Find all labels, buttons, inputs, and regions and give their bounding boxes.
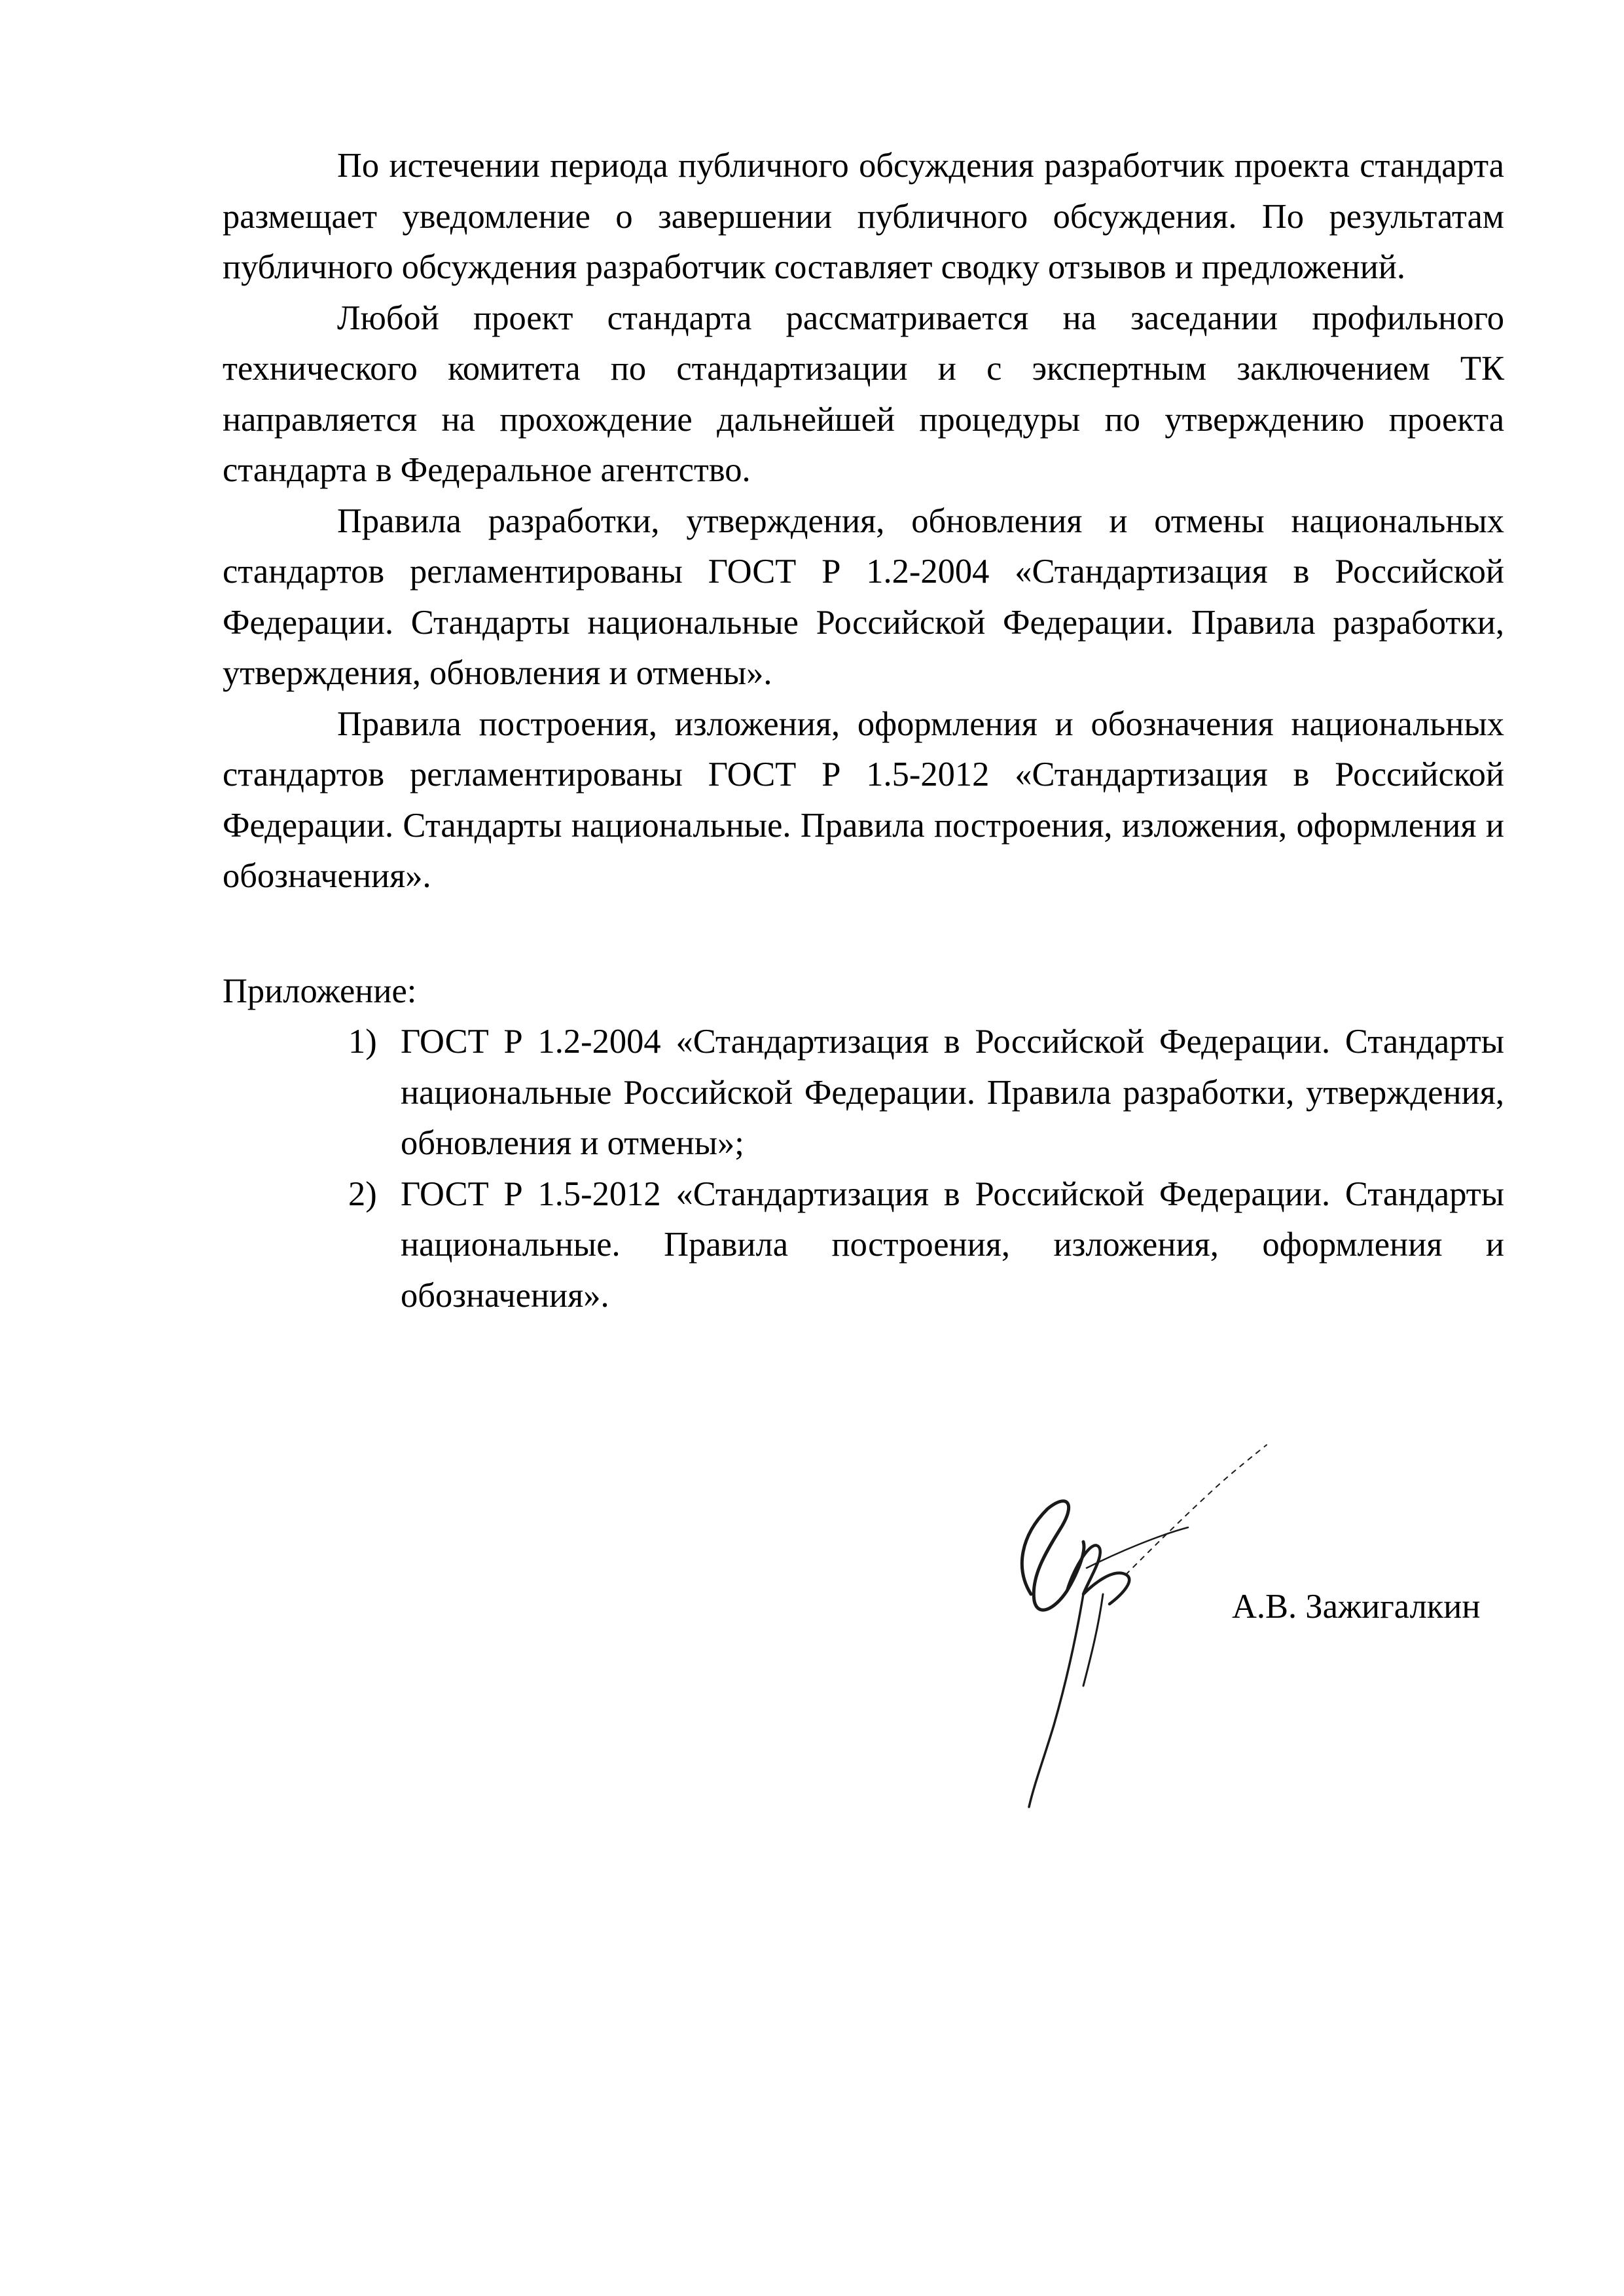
signature-stroke-tail: [1126, 1445, 1267, 1575]
signature-stroke-cross: [1087, 1527, 1188, 1568]
handwritten-signature: [969, 1437, 1283, 1830]
annex-item: [348, 1169, 1504, 1322]
annex-item-number: 2): [348, 1175, 377, 1213]
annex-item-text: ГОСТ Р 1.2-2004 «Стандартизация в Российской Федерации. Стандарты национальные Российской Федерации. Правила разработки, утверждения, обновления и отмены»;: [401, 1023, 1504, 1162]
paragraph-development-rules: Правила разработки, утверждения, обновления и отмены национальных стандартов регламентированы ГОСТ Р 1.2-2004 «Стандартизация в Российской Федерации. Стандарты национальные Российской Федерации. Правила разработки, утверждения, обновления и отмены».: [223, 501, 1504, 692]
signature-stroke-descender: [1029, 1594, 1083, 1807]
annex-item-number: 1): [348, 1023, 377, 1061]
paragraph-public-discussion: По истечении периода публичного обсуждения разработчик проекта стандарта размещает уведомление о завершении публичного обсуждения. По результатам публичного обсуждения разработчик составляет сводку отзывов и предложений.: [223, 147, 1504, 286]
annex-title: Приложение:: [223, 972, 417, 1010]
paragraph-construction-rules: Правила построения, изложения, оформления и обозначения национальных стандартов регламентированы ГОСТ Р 1.5-2012 «Стандартизация в Российской Федерации. Стандарты национальные. Правила построения, изложения, оформления и обозначения».: [223, 704, 1504, 895]
annex-item: [348, 1017, 1504, 1169]
annex-item-text: ГОСТ Р 1.5-2012 «Стандартизация в Российской Федерации. Стандарты национальные. Правила построения, изложения, оформления и обозначения».: [401, 1175, 1504, 1315]
paragraph-technical-committee: Любой проект стандарта рассматривается на заседании профильного технического комитета по стандартизации и с экспертным заключением ТК направляется на прохождение дальнейшей процедуры по утверждению проекта стандарта в Федеральное агентство.: [223, 299, 1504, 489]
signature-stroke-second-descender: [1083, 1594, 1103, 1686]
signature-stroke-main: [1022, 1501, 1084, 1610]
signer-name: А.В. Зажигалкин: [1232, 1588, 1481, 1626]
document-body: [223, 141, 1504, 1321]
annex-list: [223, 1017, 1504, 1321]
